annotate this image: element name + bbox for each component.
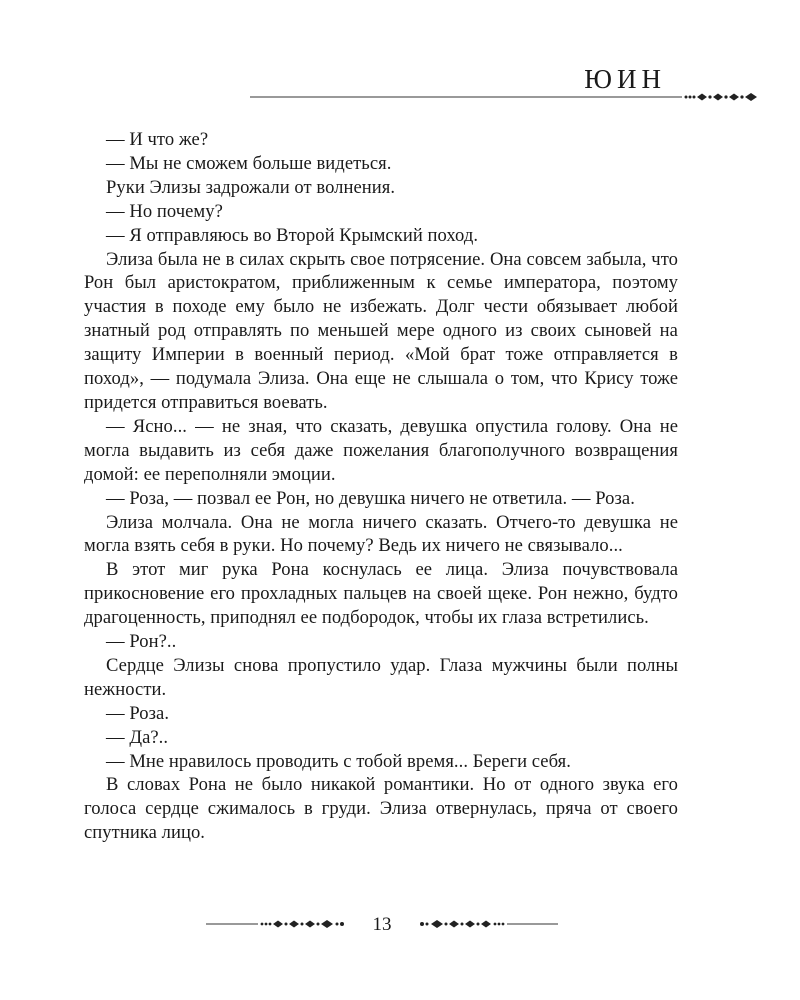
paragraph: Руки Элизы задрожали от волнения.: [106, 176, 396, 198]
paragraph: — Мы не сможем больше видеться.: [106, 152, 392, 174]
paragraph: Сердце Элизы снова пропустило удар. Глаза мужчины были полны нежности.: [84, 654, 678, 700]
paragraph: — Но почему?: [106, 200, 223, 222]
paragraph: — Рон?..: [106, 631, 177, 653]
paragraph: — Мне нравилось проводить с тобой время... Береги себя.: [106, 750, 571, 772]
running-header: [250, 62, 770, 102]
paragraph: Элиза молчала. Она не могла ничего сказать. Отчего-то девушка не могла взять себя в руки. Но почему? Ведь их ничего не связывало...: [84, 511, 678, 557]
paragraph: — Я отправляюсь во Второй Крымский поход.: [106, 224, 479, 246]
paragraph: В словах Рона не было никакой романтики. Но от одного звука его голоса сердце сжималось в груди. Элиза отвернулась, пряча от своего спутника лицо.: [84, 774, 678, 844]
paragraph: — Роза.: [106, 702, 170, 724]
paragraph: Элиза была не в силах скрыть свое потрясение. Она совсем забыла, что Рон был аристократом, приближенным к семье императора, поэтому участия в походе ему было не избежать. Долг чести обязывает любой знатный род отправлять по меньшей мере одного из своих сыновей на защиту Империи в военный период. «Мой брат тоже отправляется в поход», — подумала Элиза. Она еще не слышала о том, что Крису тоже придется отправиться воевать.: [84, 248, 678, 413]
body-text: [84, 128, 678, 845]
paragraph: — Да?..: [106, 726, 169, 748]
page-footer: [200, 905, 600, 945]
page-number: 13: [372, 914, 392, 935]
paragraph: В этот миг рука Рона коснулась ее лица. Элиза почувствовала прикосновение его прохладных пальцев на своей щеке. Рон нежно, будто драгоценность, приподнял ее подбородок, чтобы их глаза встретились.: [84, 559, 678, 629]
paragraph: — И что же?: [106, 129, 209, 150]
footer-ornament-right: [418, 919, 568, 929]
header-ornament-rule: [250, 92, 766, 102]
paragraph: — Роза, — позвал ее Рон, но девушка ничего не ответила. — Роза.: [106, 487, 635, 509]
paragraph: — Ясно... — не зная, что сказать, девушка опустила голову. Она не могла выдавить из себя даже пожелания благополучного возвращения домой: ее переполняли эмоции.: [84, 415, 678, 485]
running-header-author: ЮИН: [584, 64, 666, 94]
